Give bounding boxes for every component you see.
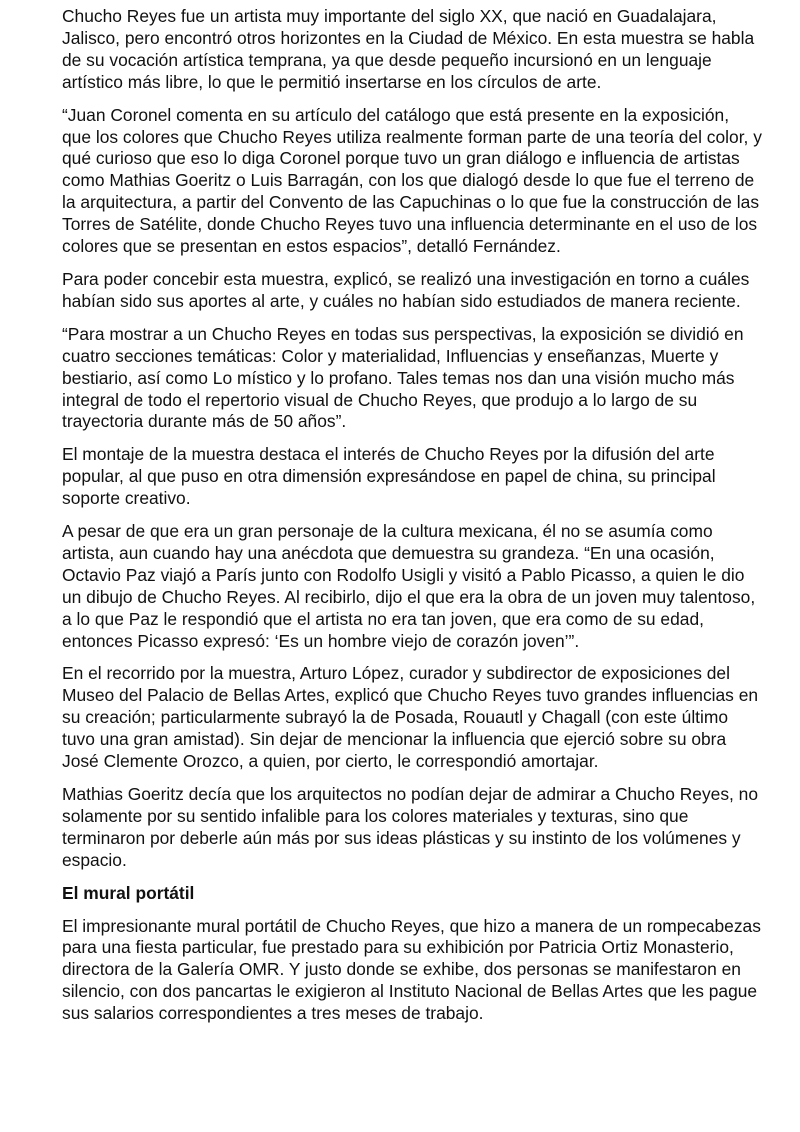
paragraph-intro: Chucho Reyes fue un artista muy importante del siglo XX, que nació en Guadalajara, Jalisco, pero encontró otros horizontes en la Ciudad de México. En esta muestra se habla de su vocación artística temprana, ya que desde pequeño incursionó en un lenguaje artístico más libre, lo que le permitió insertarse en los círculos de arte. [62,6,755,92]
paragraph-investigation: Para poder concebir esta muestra, explicó, se realizó una investigación en torno a cuáles habían sido sus aportes al arte, y cuáles no habían sido estudiados de manera reciente. [62,268,750,311]
section-heading: El mural portátil [62,882,195,903]
article-body [62,6,762,1036]
paragraph-coronel-quote: “Juan Coronel comenta en su artículo del catálogo que está presente en la exposición, que los colores que Chucho Reyes utiliza realmente forman parte de una teoría del color, y qué curioso que eso lo diga Coronel porque tuvo un gran diálogo e influencia de artistas como Mathias Goeritz o Luis Barragán, con los que dialogó desde lo que fue el terreno de la arquitectura, a partir del Convento de las Capuchinas o lo que fue la construcción de las Torres de Satélite, donde Chucho Reyes tuvo una influencia determinante en el uso de los colores que se presentan en estos espacios”, detalló Fernández. [62,104,762,257]
paragraph-mural: El impresionante mural portátil de Chucho Reyes, que hizo a manera de un rompecabezas para una fiesta particular, fue prestado para su exhibición por Patricia Ortiz Monasterio, directora de la Galería OMR. Y justo donde se exhibe, dos personas se manifestaron en silencio, con dos pancartas le exigieron al Instituto Nacional de Bellas Artes que les pague sus salarios correspondientes a tres meses de trabajo. [62,915,761,1024]
paragraph-sections-quote: “Para mostrar a un Chucho Reyes en todas sus perspectivas, la exposición se dividió en cuatro secciones temáticas: Color y materialidad, Influencias y enseñanzas, Muerte y bestiario, así como Lo místico y lo profano. Tales temas nos dan una visión mucho más integral de todo el repertorio visual de Chucho Reyes, que produjo a lo largo de su trayectoria durante más de 50 años”. [62,323,744,432]
paragraph-picasso-anecdote: A pesar de que era un gran personaje de la cultura mexicana, él no se asumía como artista, aun cuando hay una anécdota que demuestra su grandeza. “En una ocasión, Octavio Paz viajó a París junto con Rodolfo Usigli y visitó a Pablo Picasso, a quien le dio un dibujo de Chucho Reyes. Al recibirlo, dijo el que era la obra de un joven muy talentoso, a lo que Paz le respondió que el artista no era tan joven, que era como de su edad, entonces Picasso expresó: ‘Es un hombre viejo de corazón joven’”. [62,521,756,651]
paragraph-montaje: El montaje de la muestra destaca el interés de Chucho Reyes por la difusión del arte popular, al que puso en otra dimensión expresándose en papel de china, su principal soporte creativo. [62,444,716,509]
paragraph-goeritz: Mathias Goeritz decía que los arquitectos no podían dejar de admirar a Chucho Reyes, no solamente por su sentido infalible para los colores materiales y texturas, sino que terminaron por deberle aún más por sus ideas plásticas y su instinto de los volúmenes y espacio. [62,784,759,870]
paragraph-recorrido: En el recorrido por la muestra, Arturo López, curador y subdirector de exposiciones del Museo del Palacio de Bellas Artes, explicó que Chucho Reyes tuvo grandes influencias en su creación; particularmente subrayó la de Posada, Rouautl y Chagall (con este último tuvo una gran amistad). Sin dejar de mencionar la influencia que ejerció sobre su obra José Clemente Orozco, a quien, por cierto, le correspondió amortajar. [62,663,759,772]
